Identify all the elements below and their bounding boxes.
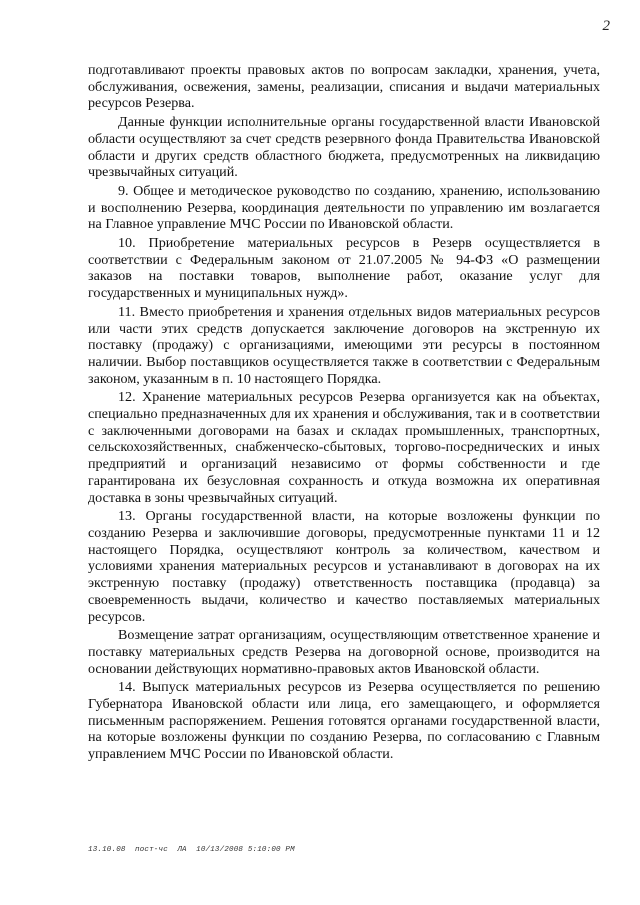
document-body	[88, 62, 600, 765]
paragraph-11: 11. Вместо приобретения и хранения отдельных видов материальных ресурсов или части этих средств допускается заключение договоров на экстренную их поставку (продажу) с организациями, имеющими эти ресурсы в постоянном наличии. Выбор поставщиков осуществляется также в соответствии с Федеральным законом, указанным в п. 10 настоящего Порядка.	[88, 303, 600, 387]
paragraph-13: 13. Органы государственной власти, на которые возложены функции по созданию Резерва и заключившие договоры, предусмотренные пунктами 11 и 12 настоящего Порядка, осуществляют контроль за количеством, качеством и условиями хранения материальных ресурсов и устанавливают в договорах на их экстренную поставку (продажу) ответственность поставщика (продавца) за своевременность выдачи, количество и качество поставляемых материальных ресурсов.	[88, 508, 600, 625]
page-number: 2	[602, 18, 610, 34]
paragraph-functions-prep: подготавливают проекты правовых актов по вопросам закладки, хранения, учета, обслуживания, освежения, замены, реализации, списания и выдачи материальных ресурсов Резерва.	[88, 62, 600, 112]
paragraph-14: 14. Выпуск материальных ресурсов из Резерва осуществляется по решению Губернатора Ивановской области или лица, его замещающего, и оформляется письменным распоряжением. Решения готовятся органами государственной власти, на которые возложены функции по созданию Резерва, по согласованию с Главным управлением МЧС России по Ивановской области.	[88, 679, 600, 763]
paragraph-compensation: Возмещение затрат организациям, осуществляющим ответственное хранение и поставку материальных средств Резерва на договорной основе, производится на основании действующих нормативно-правовых актов Ивановской области.	[88, 627, 600, 677]
paragraph-funding: Данные функции исполнительные органы государственной власти Ивановской области осуществляют за счет средств резервного фонда Правительства Ивановской области и других средств областного бюджета, предусмотренных на ликвидацию чрезвычайных ситуаций.	[88, 114, 600, 181]
paragraph-12: 12. Хранение материальных ресурсов Резерва организуется как на объектах, специально предназначенных для их хранения и обслуживания, так и в соответствии с заключенными договорами на базах и складах промышленных, транспортных, сельскохозяйственных, снабженческо-сбытовых, торгово-посреднических и иных предприятий и организаций независимо от формы собственности и где гарантирована их безусловная сохранность и откуда возможна их оперативная доставка в зоны чрезвычайных ситуаций.	[88, 389, 600, 506]
paragraph-10: 10. Приобретение материальных ресурсов в Резерв осуществляется в соответствии с Федеральным законом от 21.07.2005 № 94-ФЗ «О размещении заказов на поставки товаров, выполнение работ, оказание услуг для государственных и муниципальных нужд».	[88, 235, 600, 302]
document-footer: 13.10.08 пост-чс ЛА 10/13/2008 5:10:00 PM	[88, 846, 295, 854]
paragraph-9: 9. Общее и методическое руководство по созданию, хранению, использованию и восполнению Резерва, координация деятельности по управлению им возлагается на Главное управление МЧС России по Ивановской области.	[88, 182, 600, 233]
